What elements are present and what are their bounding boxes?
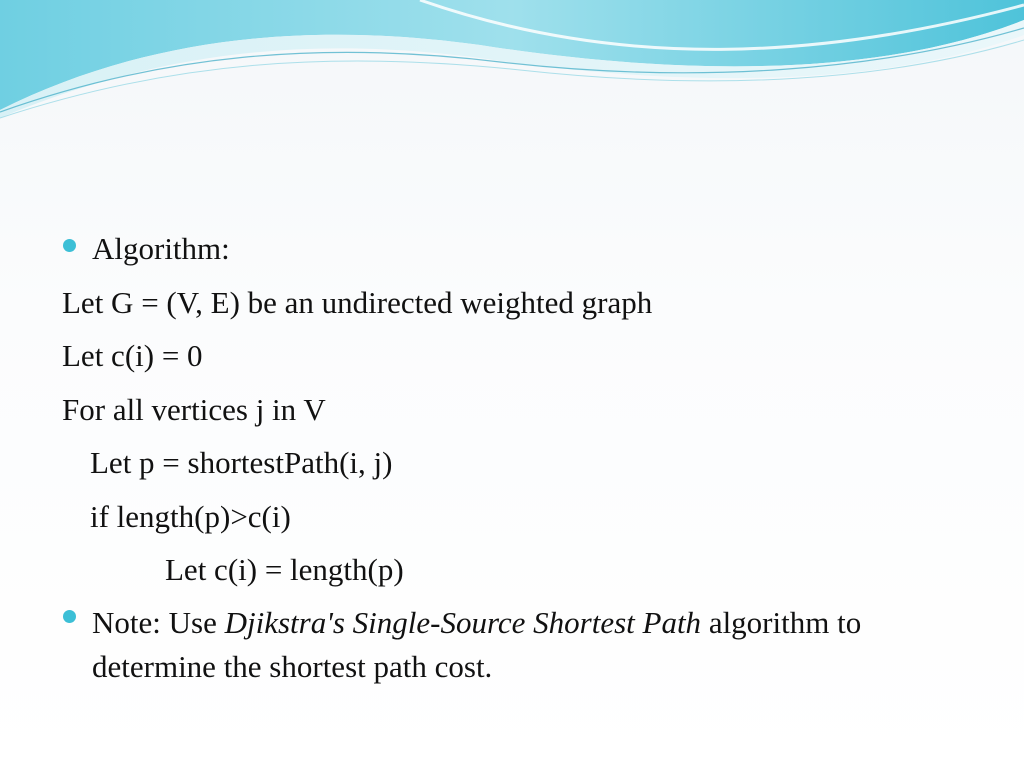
algorithm-line-text: if length(p)>c(i)	[90, 498, 291, 534]
algorithm-line	[62, 543, 962, 597]
bullet-dot-icon	[63, 610, 76, 623]
algorithm-line-text: Let c(i) = 0	[62, 338, 203, 373]
algorithm-heading: Algorithm:	[92, 231, 230, 266]
bullet-algorithm	[62, 222, 962, 276]
note-prefix: Note: Use	[92, 604, 225, 640]
algorithm-line	[62, 436, 962, 490]
algorithm-line	[62, 329, 962, 383]
algorithm-line-text: Let p = shortestPath(i, j)	[90, 445, 393, 480]
algorithm-line	[62, 276, 962, 330]
bullet-note	[62, 597, 962, 689]
note-algorithm-name: Djikstra's Single-Source Shortest Path	[224, 604, 702, 640]
algorithm-line-text: Let c(i) = length(p)	[165, 552, 404, 587]
algorithm-line-text: For all vertices j in V	[62, 391, 326, 427]
note-suffix: algorithm to determine the shortest path cost.	[92, 604, 862, 684]
algorithm-line	[62, 490, 962, 544]
bullet-dot-icon	[63, 239, 76, 252]
header-wave-decoration	[0, 0, 1024, 130]
slide-content	[62, 222, 962, 689]
algorithm-line	[62, 383, 962, 437]
algorithm-line-text: Let G = (V, E) be an undirected weighted graph	[62, 284, 653, 320]
